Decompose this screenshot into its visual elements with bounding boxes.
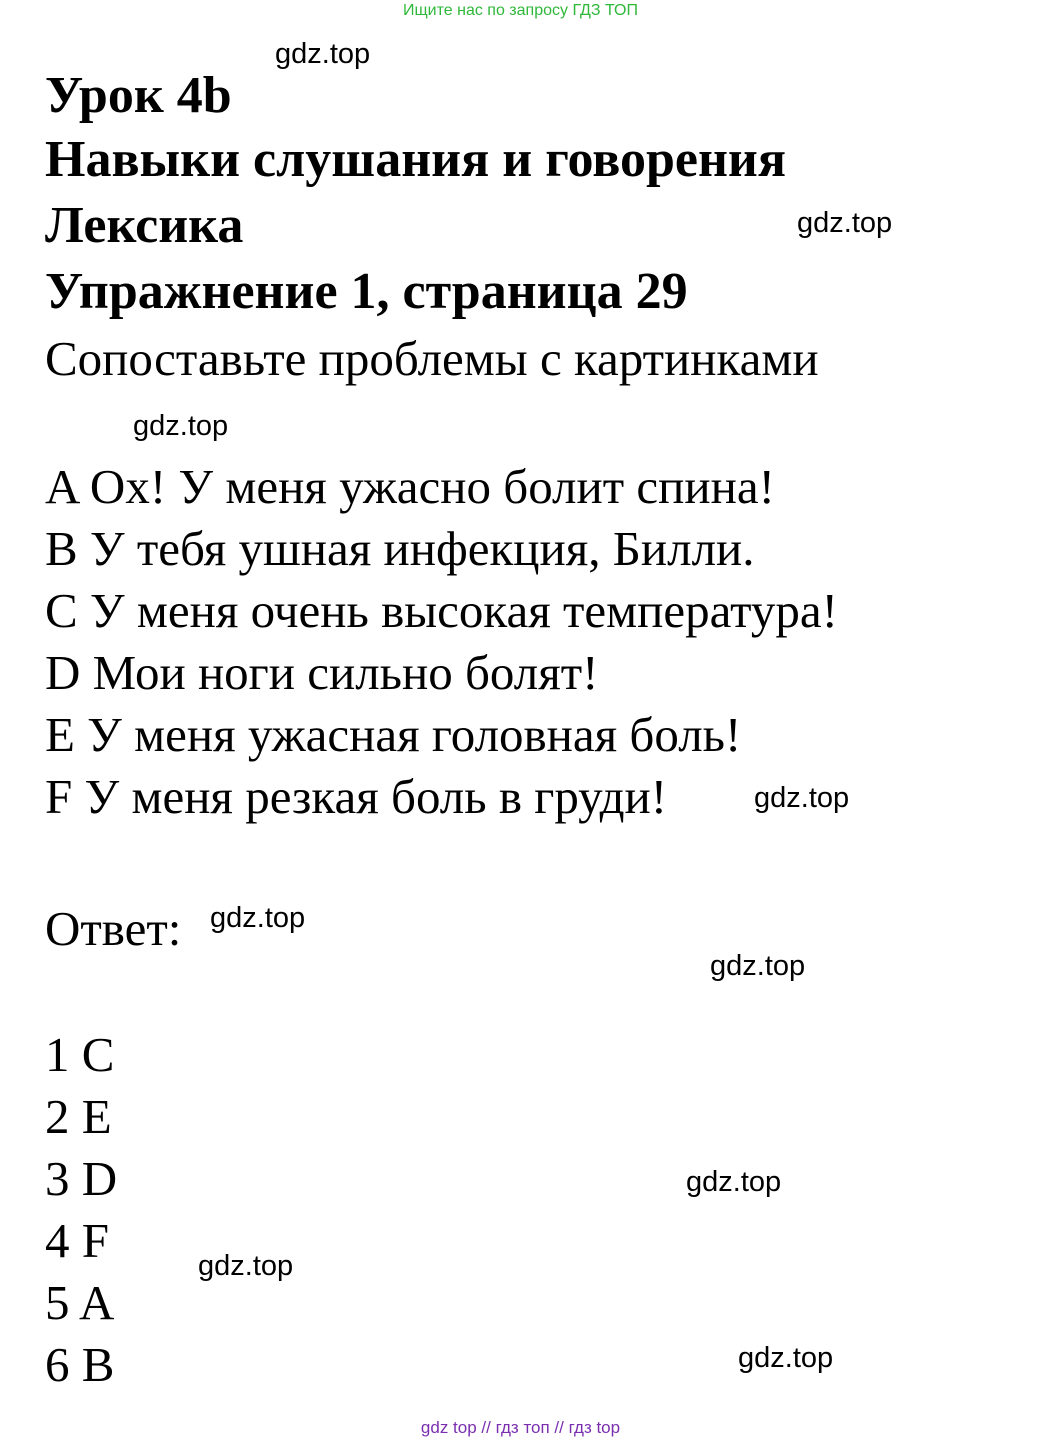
list-item: C У меня очень высокая температура! bbox=[45, 583, 838, 638]
watermark: gdz.top bbox=[754, 782, 850, 814]
list-item: A Ох! У меня ужасно болит спина! bbox=[45, 459, 775, 514]
answer-item: 3 D bbox=[45, 1151, 118, 1206]
top-banner[interactable]: Ищите нас по запросу ГДЗ ТОП bbox=[403, 2, 638, 19]
watermark: gdz.top bbox=[210, 902, 306, 934]
watermark: gdz.top bbox=[686, 1166, 782, 1198]
answer-label: Ответ: bbox=[45, 901, 182, 956]
watermark: gdz.top bbox=[133, 410, 229, 442]
answer-item: 2 E bbox=[45, 1089, 112, 1144]
section-title: Лексика bbox=[45, 197, 244, 254]
answer-item: 4 F bbox=[45, 1213, 110, 1268]
answer-item: 5 A bbox=[45, 1275, 115, 1330]
answer-item: 6 B bbox=[45, 1337, 115, 1392]
watermark: gdz.top bbox=[198, 1250, 294, 1282]
lesson-title: Урок 4b bbox=[45, 67, 232, 124]
list-item: E У меня ужасная головная боль! bbox=[45, 707, 742, 762]
watermark: gdz.top bbox=[797, 207, 893, 239]
instruction-text: Сопоставьте проблемы с картинками bbox=[45, 331, 819, 386]
footer-links[interactable]: gdz top // гдз топ // гдз top bbox=[420, 1418, 621, 1437]
watermark: gdz.top bbox=[738, 1342, 834, 1374]
topic-title: Навыки слушания и говорения bbox=[45, 131, 787, 188]
list-item: F У меня резкая боль в груди! bbox=[45, 769, 668, 824]
exercise-title: Упражнение 1, страница 29 bbox=[45, 263, 688, 320]
list-item: D Мои ноги сильно болят! bbox=[45, 645, 599, 700]
watermark: gdz.top bbox=[710, 950, 806, 982]
list-item: B У тебя ушная инфекция, Билли. bbox=[45, 521, 755, 576]
answer-item: 1 C bbox=[45, 1027, 115, 1082]
watermark: gdz.top bbox=[275, 38, 371, 70]
